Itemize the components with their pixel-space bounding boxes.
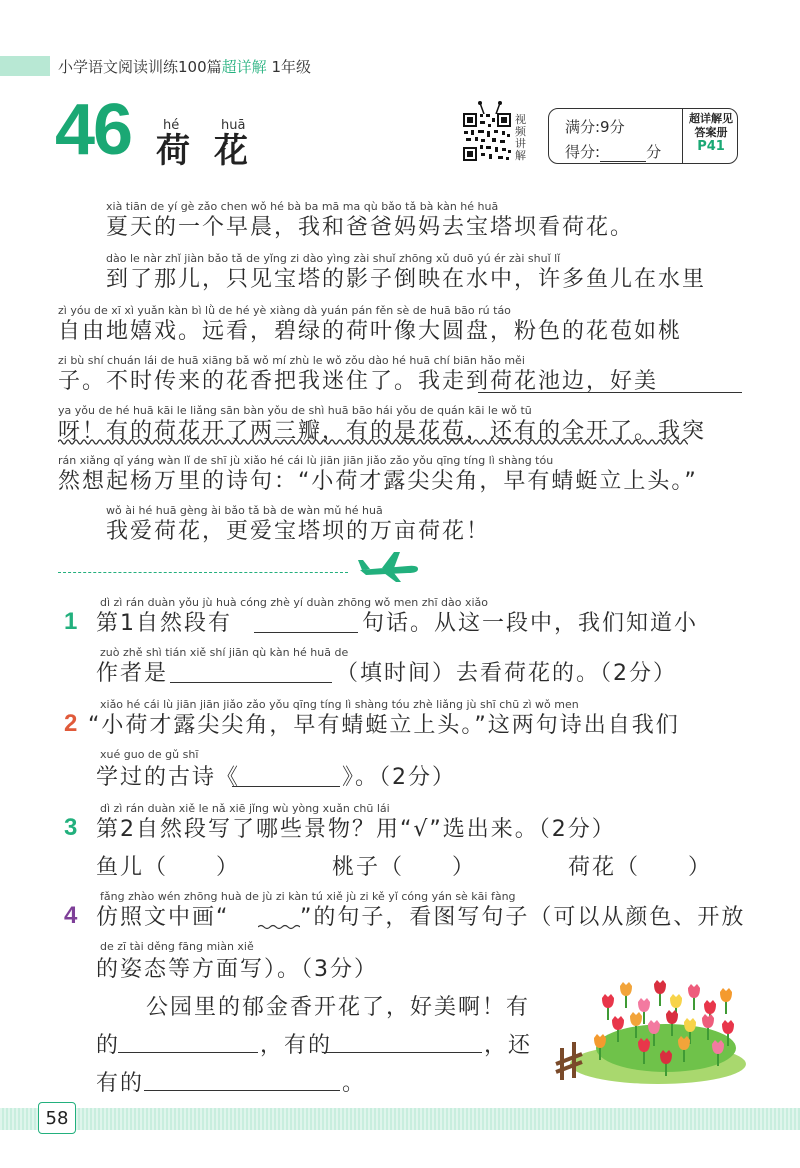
q3-text: 第2自然段写了哪些景物？用“√”选出来。（2分） xyxy=(96,817,616,842)
tulip-flower xyxy=(594,1034,606,1048)
tulip-flower xyxy=(630,1012,642,1026)
passage-pinyin: rán xiǎng qǐ yáng wàn lǐ de shī jù xiǎo hé cái lù jiān jiān jiǎo zǎo yǒu qīng tíng lì shàng tóu xyxy=(58,454,554,467)
passage-pinyin: ya yǒu de hé huā kāi le liǎng sān bàn yǒu de shì huā bāo hái yǒu de quán kāi le wǒ tū xyxy=(58,404,532,417)
qr-label-char: 解 xyxy=(515,149,526,162)
antenna-icon xyxy=(478,100,502,114)
q2-text-b: 学过的古诗《 xyxy=(96,765,241,790)
series-name: 小学语文阅读训练100篇 xyxy=(58,58,222,76)
q1-pinyin: dì zì rán duàn yǒu jù huà cóng zhè yí duàn zhōng wǒ men zhī dào xiǎo xyxy=(100,596,489,609)
score-field[interactable] xyxy=(565,141,661,162)
qr-code-icon[interactable] xyxy=(462,112,512,162)
page-number: 58 xyxy=(45,1108,69,1129)
q4-blank-1[interactable] xyxy=(118,1052,258,1053)
straight-underline xyxy=(478,392,742,393)
qr-label-char: 讲 xyxy=(515,137,526,150)
q4-text-b: ”的句子，看图写句子（可以从颜色、开放 xyxy=(300,905,746,930)
score-unit: 分 xyxy=(646,143,662,161)
tulip-flower xyxy=(702,1014,714,1028)
title-pinyin-2: huā xyxy=(221,118,246,133)
passage-line: 到了那儿，只见宝塔的影子倒映在水中，许多鱼儿在水里 xyxy=(106,267,707,292)
tulip-flower xyxy=(620,982,632,996)
full-score: 满分:9分 xyxy=(565,118,625,136)
answer-ref-line: 超详解见 xyxy=(689,112,733,125)
tulip-flower xyxy=(612,1016,624,1030)
q4-text-e: 的 xyxy=(96,1033,121,1058)
answer-reference xyxy=(684,112,738,154)
q4-pinyin: fǎng zhào wén zhōng huà de jù zi kàn tú xiě jù zi kě yǐ cóng yán sè kāi fàng xyxy=(100,890,516,903)
tulip-flower xyxy=(704,1000,716,1014)
q3-pinyin: dì zì rán duàn xiě le nǎ xiē jǐng wù yòng xuǎn chū lái xyxy=(100,802,390,815)
passage-line: 然想起杨万里的诗句：“小荷才露尖尖角，早有蜻蜓立上头。” xyxy=(58,469,698,494)
tulip-flower xyxy=(666,1010,678,1024)
tulip-flower xyxy=(670,994,682,1008)
tulip-flower xyxy=(654,980,666,994)
section-divider xyxy=(58,572,348,573)
q1-text-c: 作者是 xyxy=(96,661,169,686)
q4-text-g: ，还 xyxy=(484,1033,533,1058)
q4-text-a: 仿照文中画“ xyxy=(96,905,230,930)
q4-blank-2[interactable] xyxy=(322,1052,482,1053)
question-number-1: 1 xyxy=(64,608,78,635)
title-pinyin-1: hé xyxy=(163,118,180,133)
question-number-2: 2 xyxy=(64,710,78,737)
q1-blank-count[interactable] xyxy=(254,632,358,633)
q1-text-d: （填时间）去看荷花的。（2分） xyxy=(336,661,677,686)
tulip-flower xyxy=(638,998,650,1012)
q4-blank-3[interactable] xyxy=(144,1090,340,1091)
score-blank[interactable] xyxy=(600,147,646,162)
passage-pinyin: zì yóu de xī xì yuǎn kàn bì lǜ de hé yè xiàng dà yuán pán fěn sè de huā bāo rú táo xyxy=(58,304,511,317)
q4-pinyin-2: de zī tài děng fāng miàn xiě xyxy=(100,940,254,953)
qr-label-char: 频 xyxy=(515,125,526,138)
q1-text-a: 第1自然段有 xyxy=(96,611,232,636)
title-char-2: 花 xyxy=(214,131,248,171)
q2-text-c: 》。（2分） xyxy=(342,765,456,790)
q3-option-fish[interactable]: 鱼儿（ ） xyxy=(96,855,241,880)
airplane-icon xyxy=(358,548,420,584)
wavy-underline xyxy=(58,438,688,446)
passage-pinyin: wǒ ài hé huā gèng ài bǎo tǎ bà de wàn mǔ hé huā xyxy=(106,504,383,517)
book-title xyxy=(58,56,311,77)
tulip-flower xyxy=(722,1020,734,1034)
score-divider xyxy=(682,108,683,164)
q4-text-h: 有的 xyxy=(96,1071,145,1096)
q4-text-i: 。 xyxy=(342,1071,367,1096)
q4-text-d: 公园里的郁金香开花了，好美啊！有 xyxy=(146,995,531,1020)
passage-pinyin: xià tiān de yí gè zǎo chen wǒ hé bà ba mā ma qù bǎo tǎ bà kàn hé huā xyxy=(106,200,499,213)
series-accent: 超详解 xyxy=(221,58,267,76)
q4-text-c: 的姿态等方面写）。（3分） xyxy=(96,957,378,982)
q1-blank-time[interactable] xyxy=(170,682,332,683)
passage-line: 呀！有的荷花开了两三瓣，有的是花苞，还有的全开了。我突 xyxy=(58,419,707,444)
passage-pinyin: zi bù shí chuán lái de huā xiāng bǎ wǒ mí zhù le wǒ zǒu dào hé huā chí biān hǎo měi xyxy=(58,354,525,367)
tulip-flower xyxy=(720,988,732,1002)
qr-label xyxy=(515,114,529,162)
title-char-1: 荷 xyxy=(156,131,190,171)
question-number-4: 4 xyxy=(64,902,78,929)
tulip-flower xyxy=(684,1018,696,1032)
passage-pinyin: dào le nàr zhǐ jiàn bǎo tǎ de yǐng zi dào yìng zài shuǐ zhōng xǔ duō yú ér zài shuǐ lǐ xyxy=(106,252,561,265)
passage-line: 夏天的一个早晨，我和爸爸妈妈去宝塔坝看荷花。 xyxy=(106,215,635,240)
q2-blank-poem[interactable] xyxy=(232,786,340,787)
tulip-flower xyxy=(602,994,614,1008)
grade-label: 1年级 xyxy=(271,58,311,76)
q4-wavy-mark xyxy=(258,924,300,930)
qr-label-char: 视 xyxy=(515,113,526,126)
q1-text-b: 句话。从这一段中，我们知道小 xyxy=(362,611,699,636)
q3-option-peach[interactable]: 桃子（ ） xyxy=(332,855,477,880)
tulip-flower xyxy=(688,984,700,998)
q2-text: “小荷才露尖尖角，早有蜻蜓立上头。”这两句诗出自我们 xyxy=(88,713,680,738)
answer-ref-line: 答案册 xyxy=(694,126,728,139)
tulip-garden-illustration xyxy=(548,968,748,1086)
score-label: 得分: xyxy=(565,143,601,161)
q2-pinyin-2: xué guo de gǔ shī xyxy=(100,748,199,761)
footer-band xyxy=(0,1108,800,1130)
q1-pinyin-2: zuò zhě shì tián xiě shí jiān qù kàn hé huā de xyxy=(100,646,349,659)
tulip-flower xyxy=(648,1020,660,1034)
question-number-3: 3 xyxy=(64,814,78,841)
passage-line: 自由地嬉戏。远看，碧绿的荷叶像大圆盘，粉色的花苞如桃 xyxy=(58,319,683,344)
header-stripe xyxy=(0,56,50,76)
q4-text-f: ，有的 xyxy=(260,1033,333,1058)
passage-line: 子。不时传来的花香把我迷住了。我走到荷花池边，好美 xyxy=(58,369,659,394)
passage-line: 我爱荷花，更爱宝塔坝的万亩荷花！ xyxy=(106,519,491,544)
q3-option-lotus[interactable]: 荷花（ ） xyxy=(568,855,713,880)
q2-pinyin: xiǎo hé cái lù jiān jiān jiǎo zǎo yǒu qīng tíng lì shàng tóu zhè liǎng jù shī chū zì wǒ men xyxy=(100,698,579,711)
answer-page: P41 xyxy=(697,139,725,154)
lesson-number: 46 xyxy=(55,90,132,170)
